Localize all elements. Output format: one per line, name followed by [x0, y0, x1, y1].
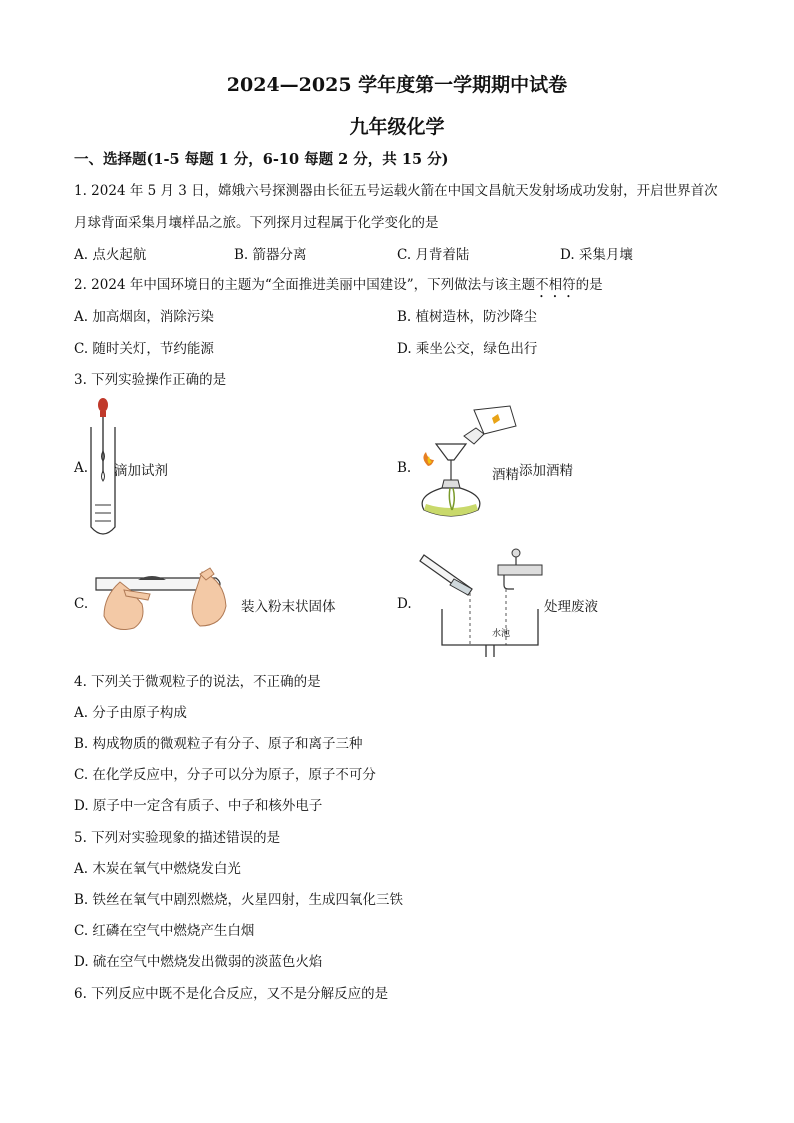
q3-stem: 3. 下列实验操作正确的是: [74, 372, 227, 388]
q4-stem: 4. 下列关于微观粒子的说法，不正确的是: [74, 674, 321, 690]
q3-option-b-letter: B.: [397, 460, 412, 476]
q3-pool-label: 水池: [492, 629, 511, 639]
q1-option-d: D. 采集月壤: [560, 247, 633, 263]
q3-caption-d: 处理废液: [544, 599, 598, 615]
q5-option-c: C. 红磷在空气中燃烧产生白烟: [74, 923, 255, 939]
q3-alcohol-label: 酒精: [492, 467, 519, 483]
q4-option-d: D. 原子中一定含有质子、中子和核外电子: [74, 798, 323, 814]
q5-option-b: B. 铁丝在氧气中剧烈燃烧，火星四射，生成四氧化三铁: [74, 892, 404, 908]
q2-option-b: B. 植树造林，防沙降尘: [397, 309, 538, 325]
q1-option-c: C. 月背着陆: [397, 247, 470, 263]
q1-option-b: B. 箭器分离: [234, 247, 307, 263]
q5-option-d: D. 硫在空气中燃烧发出微弱的淡蓝色火焰: [74, 954, 323, 970]
q2-option-d: D. 乘坐公交，绿色出行: [397, 341, 538, 357]
q2-stem: [74, 276, 603, 301]
q2-stem-emphasis: 不相符: [535, 277, 576, 293]
q1-stem-line2: 月球背面采集月壤样品之旅。下列探月过程属于化学变化的是: [74, 215, 439, 231]
q3-caption-b: 添加酒精: [519, 463, 573, 479]
q5-stem: 5. 下列对实验现象的描述错误的是: [74, 830, 281, 846]
exam-title: 2024—2025 学年度第一学期期中试卷: [226, 74, 568, 96]
q3-caption-c: 装入粉末状固体: [241, 599, 336, 615]
q6-stem: 6. 下列反应中既不是化合反应，又不是分解反应的是: [74, 986, 389, 1002]
q2-stem-before: 2. 2024 年中国环境日的主题为“全面推进美丽中国建设”，下列做法与该主题: [74, 277, 536, 293]
q2-option-a: A. 加高烟囱，消除污染: [74, 309, 214, 325]
q3-option-c-letter: C.: [74, 596, 89, 612]
q4-option-c: C. 在化学反应中，分子可以分为原子，原子不可分: [74, 767, 376, 783]
q2-option-c: C. 随时关灯，节约能源: [74, 341, 214, 357]
q1-stem-line1: 1. 2024 年 5 月 3 日，嫦娥六号探测器由长征五号运载火箭在中国文昌航天发射场成功发射，开启世界首次: [74, 183, 718, 199]
q4-option-b: B. 构成物质的微观粒子有分子、原子和离子三种: [74, 736, 363, 752]
q4-option-a: A. 分子由原子构成: [74, 705, 187, 721]
q3-option-d-letter: D.: [397, 596, 412, 612]
exam-subtitle: 九年级化学: [349, 116, 445, 138]
section-heading: 一、选择题(1-5 每题 1 分，6-10 每题 2 分，共 15 分): [74, 151, 449, 168]
q5-option-a: A. 木炭在氧气中燃烧发白光: [74, 861, 241, 877]
powder-tube-figure: [90, 560, 240, 638]
q2-stem-after: 的是: [575, 277, 603, 293]
q1-option-a: A. 点火起航: [74, 247, 147, 263]
waste-liquid-figure: [418, 545, 548, 660]
q3-option-a-letter: A.: [74, 460, 89, 476]
q3-caption-a: 滴加试剂: [114, 463, 168, 479]
